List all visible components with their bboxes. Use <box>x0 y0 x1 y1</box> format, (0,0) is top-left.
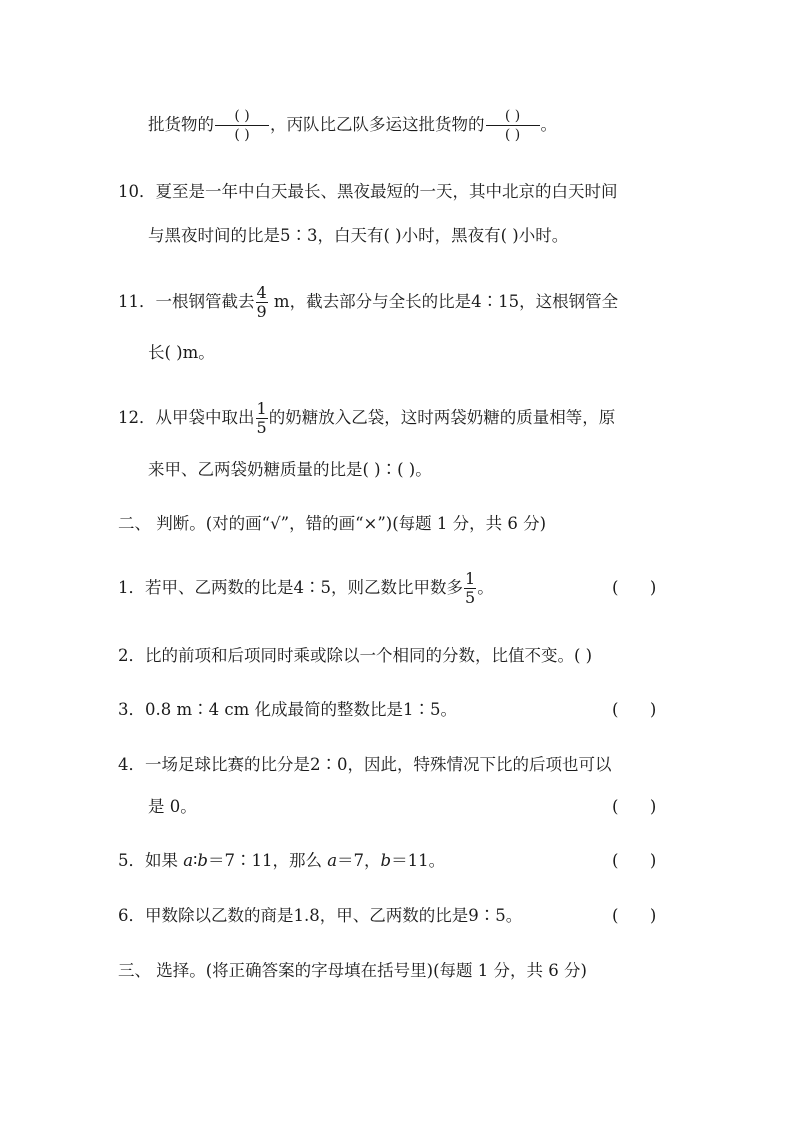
q11-text-post: m，截去部分与全长的比是4∶15，这根钢管全 <box>268 291 619 311</box>
variable-b: b <box>197 851 208 870</box>
judge-3-answer-paren[interactable]: ( ) <box>612 700 657 719</box>
variable-a: a <box>327 851 338 870</box>
q11-fraction <box>256 284 268 321</box>
q10-line-1: 10．夏至是一年中白天最长、黑夜最短的一天，其中北京的白天时间 <box>118 182 618 201</box>
judge-item-5 <box>118 851 445 871</box>
q12-text-post: 的奶糖放入乙袋，这时两袋奶糖的质量相等，原 <box>268 407 616 427</box>
judge-1-end: 。 <box>477 577 494 597</box>
q10-line-2: 与黑夜时间的比是5∶3，白天有( )小时，黑夜有( )小时。 <box>148 226 569 245</box>
q9-end: 。 <box>540 114 557 134</box>
q9-blank-fraction-2[interactable] <box>486 107 540 144</box>
q12-line-2: 来甲、乙两袋奶糖质量的比是( )∶( )。 <box>148 460 432 479</box>
q11-line-2: 长( )m。 <box>148 343 215 362</box>
q9-text-1: 批货物的 <box>148 114 214 134</box>
q12-line-1 <box>118 400 615 437</box>
judge-item-2: 2．比的前项和后项同时乘或除以一个相同的分数，比值不变。( ) <box>118 646 593 665</box>
judge-1-fraction <box>464 570 476 607</box>
section-2-heading: 二、 判断。(对的画“√”，错的画“×”)(每题 1 分，共 6 分) <box>118 514 547 533</box>
judge-item-6: 6．甲数除以乙数的商是1.8，甲、乙两数的比是9∶5。 <box>118 906 523 925</box>
q9-text-2: ，丙队比乙队多运这批货物的 <box>270 114 485 134</box>
judge-5-answer-paren[interactable]: ( ) <box>612 851 657 870</box>
q9-line <box>148 107 557 144</box>
q12-fraction <box>256 400 268 437</box>
blank-denominator: ( ) <box>234 126 250 143</box>
fraction-numerator: 4 <box>256 282 267 302</box>
judge-item-4-line-1: 4．一场足球比赛的比分是2∶0，因此，特殊情况下比的后项也可以 <box>118 755 612 774</box>
q9-blank-fraction-1[interactable] <box>215 107 269 144</box>
judge-item-1 <box>118 570 494 607</box>
variable-a: a <box>183 851 194 870</box>
q12-text-pre: 12．从甲袋中取出 <box>118 407 255 427</box>
blank-denominator: ( ) <box>504 126 521 143</box>
variable-b: b <box>380 851 392 870</box>
judge-6-answer-paren[interactable]: ( ) <box>612 906 657 925</box>
q11-text-pre: 11．一根钢管截去 <box>118 291 255 311</box>
judge-item-3: 3．0.8 m∶4 cm 化成最简的整数比是1∶5。 <box>118 700 457 719</box>
fraction-denominator: 9 <box>256 301 267 321</box>
judge-1-text: 1．若甲、乙两数的比是4∶5，则乙数比甲数多 <box>118 577 463 597</box>
blank-numerator: ( ) <box>234 107 250 124</box>
blank-numerator: ( ) <box>504 107 521 124</box>
fraction-numerator: 1 <box>256 398 267 418</box>
fraction-denominator: 5 <box>256 417 267 437</box>
judge-5-value-a: ＝7， <box>337 851 381 870</box>
judge-item-4-line-2: 是 0。 <box>148 797 197 816</box>
fraction-denominator: 5 <box>465 587 476 607</box>
judge-5-text-a: 5．如果 <box>118 851 184 870</box>
judge-1-answer-paren[interactable]: ( ) <box>612 578 657 597</box>
judge-5-text-mid: ＝7∶11，那么 <box>207 851 328 870</box>
fraction-numerator: 1 <box>465 568 476 588</box>
ratio-sign: ∶ <box>193 851 198 870</box>
section-3-heading: 三、 选择。(将正确答案的字母填在括号里)(每题 1 分，共 6 分) <box>118 961 587 980</box>
judge-5-value-b: ＝11。 <box>391 851 446 870</box>
q11-line-1 <box>118 284 618 321</box>
judge-4-answer-paren[interactable]: ( ) <box>612 797 657 816</box>
